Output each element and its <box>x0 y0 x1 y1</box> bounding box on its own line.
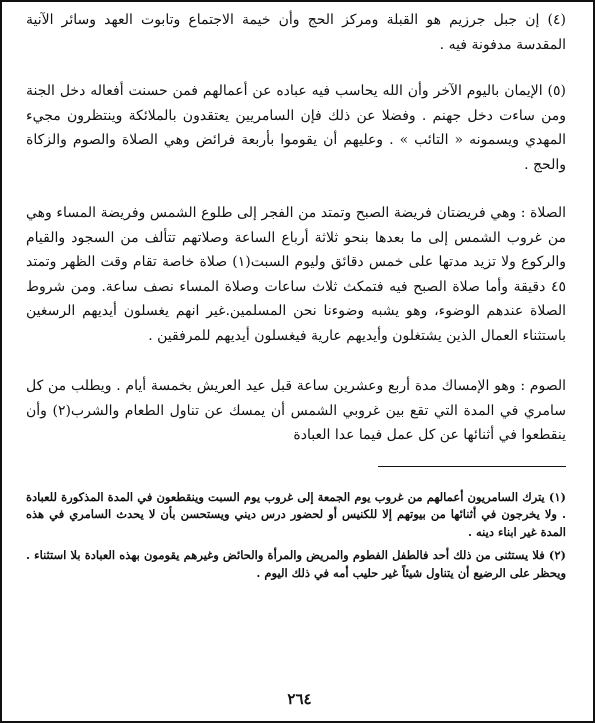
paragraph-spacer <box>26 348 566 374</box>
paragraph-item-5: (٥) الإيمان باليوم الآخر وأن الله يحاسب فيه عباده عن أعمالهم فمن حسنت أفعاله دخل الجنة ومن ساءت دخل جهنم . وفضلا عن ذلك فإن السامريين يعتقدون بالملائكة وينتظرون مجيء المهدي ويسمونه « التائب » . وعليهم أن يقوموا بأربعة فرائض وهي الصلاة والصوم والزكاة والحج . <box>26 83 566 173</box>
paragraph-item-4: (٤) إن جبل جرزيم هو القبلة ومركز الحج وأن خيمة الاجتماع وتابوت العهد وسائر الآنية المقدسة مدفونة فيه . <box>26 12 566 53</box>
book-page <box>26 8 566 582</box>
footnote-2: (٢) فلا يستثنى من ذلك أحد فالطفل الفطوم والمريض والمرأة والحائض وغيرهم يقومون بهذه العبادة بلا استثناء . ويحظر على الرضيع أن يتناول شيئاً غير حليب أمه في ذلك اليوم . <box>26 548 566 580</box>
paragraph-fasting: الصوم : وهو الإمساك مدة أربع وعشرين ساعة قبل عيد العريش بخمسة أيام . ويطلب من كل سامري في المدة التي تقع بين غروبي الشمس أن يمسك عن تناول الطعام والشرب(٢) وأن ينقطعوا في أثنائها عن كل عمل فيما عدا العبادة <box>26 378 567 443</box>
footnotes <box>26 489 566 583</box>
paragraph-prayer: الصلاة : وهي فريضتان فريضة الصبح وتمتد من الفجر إلى طلوع الشمس وفريضة المساء وهي من غروب الشمس إلى ما بعدها بنحو ثلاثة أرباع الساعة وصلاتهم تتألف من السجود والقيام والركوع ولا تزيد مدتها على خمس دقائق وليوم السبت(١) صلاة خاصة تقام وقت الظهر وتمتد ٤٥ دقيقة وأما صلاة الصبح فيه فتمكث ثلاث ساعات وصلاة المساء نصف ساعة. ومن شروط الصلاة عندهم الوضوء، وهو يشبه وضوءنا نحن المسلمين.غير انهم يغسلون أيديهم الرسغين باستثناء العمال الذين يشتغلون وأيديهم عارية فيغسلون أيديهم للمرفقين . <box>26 205 566 344</box>
paragraph-spacer <box>26 57 566 79</box>
footnote-1: (١) يترك السامريون أعمالهم من غروب يوم الجمعة إلى غروب يوم السبت وينقطعون في المدة المذكورة للعبادة . ولا يخرجون في أثنائها من بيوتهم إلا للكنيس أو لحضور درس ديني ويستحسن بأن لا يحدث السامري في هذه المدة غير ابناء دينه . <box>26 489 566 539</box>
paragraph-spacer <box>26 177 566 201</box>
page-number: ٢٦٤ <box>287 690 312 708</box>
footnote-separator <box>378 466 566 467</box>
